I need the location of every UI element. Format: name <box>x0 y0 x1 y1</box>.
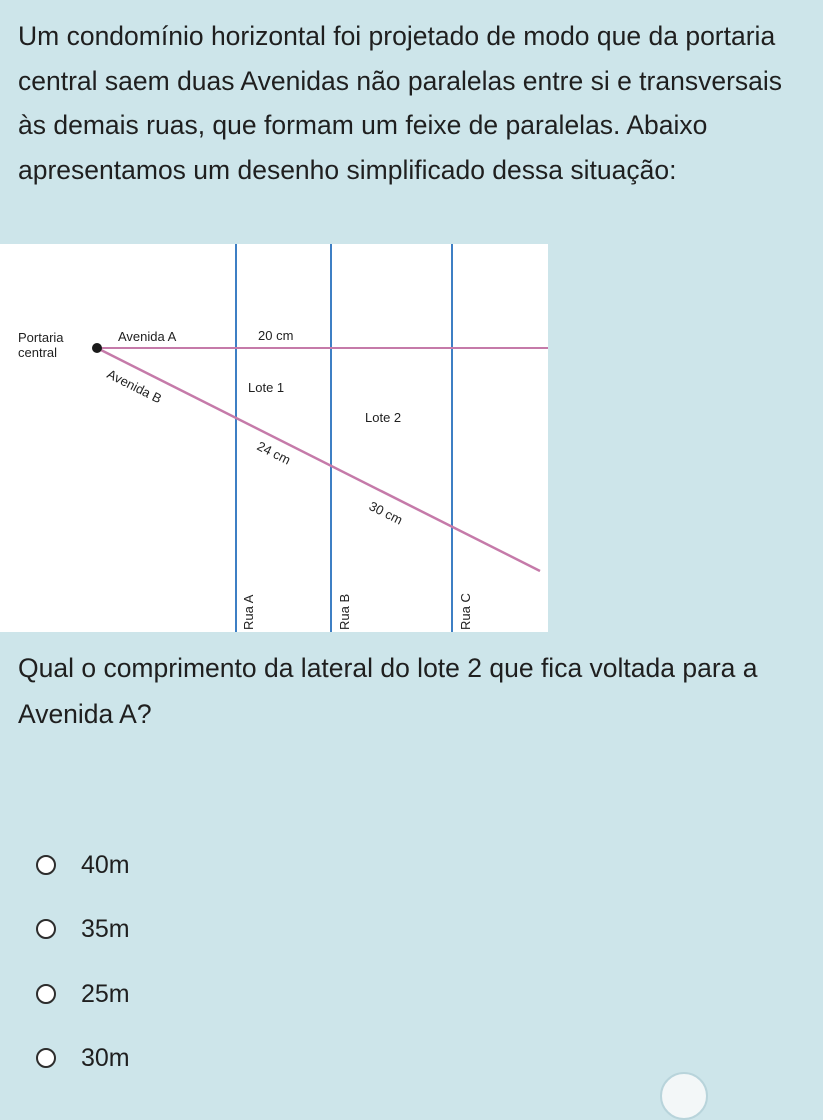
floating-action-button[interactable] <box>660 1072 708 1120</box>
question-text: Um condomínio horizontal foi projetado de modo que da portaria central saem duas Avenidas não paralelas entre si e transversais às demais ruas, que formam um feixe de paralelas. Abaixo apresentamos um desenho simplificado dessa situação: <box>18 21 783 185</box>
radio-button[interactable] <box>36 855 56 875</box>
option-40m[interactable] <box>30 840 330 890</box>
question-prompt-line-2: Avenida A? <box>18 699 152 729</box>
question-prompt <box>18 645 823 737</box>
portaria-label: Portaria central <box>18 330 64 360</box>
option-25m[interactable] <box>30 969 330 1019</box>
option-30m[interactable] <box>30 1033 330 1083</box>
segment-b1-label: 24 cm <box>254 438 294 468</box>
avenida-b-line <box>97 348 540 571</box>
avenida-b-label: Avenida B <box>104 366 165 407</box>
segment-b2-label: 30 cm <box>366 498 406 528</box>
question-prompt-line-1: Qual o comprimento da lateral do lote 2 que fica voltada para a <box>18 653 758 683</box>
rua-c-label: Rua C <box>458 593 473 630</box>
lote-2-label: Lote 2 <box>365 410 402 425</box>
option-label: 30m <box>81 1043 130 1072</box>
option-label: 25m <box>81 979 130 1008</box>
option-label: 40m <box>81 850 130 879</box>
radio-button[interactable] <box>36 1048 56 1068</box>
lote-1-label: Lote 1 <box>248 380 285 395</box>
street-diagram <box>0 244 548 632</box>
radio-button[interactable] <box>36 984 56 1004</box>
option-label: 35m <box>81 914 130 943</box>
avenida-a-label: Avenida A <box>118 329 177 344</box>
segment-a-label: 20 cm <box>258 328 294 343</box>
rua-a-label: Rua A <box>241 594 256 630</box>
option-35m[interactable] <box>30 904 330 954</box>
radio-button[interactable] <box>36 919 56 939</box>
rua-b-label: Rua B <box>337 593 352 630</box>
portaria-dot <box>92 343 102 353</box>
